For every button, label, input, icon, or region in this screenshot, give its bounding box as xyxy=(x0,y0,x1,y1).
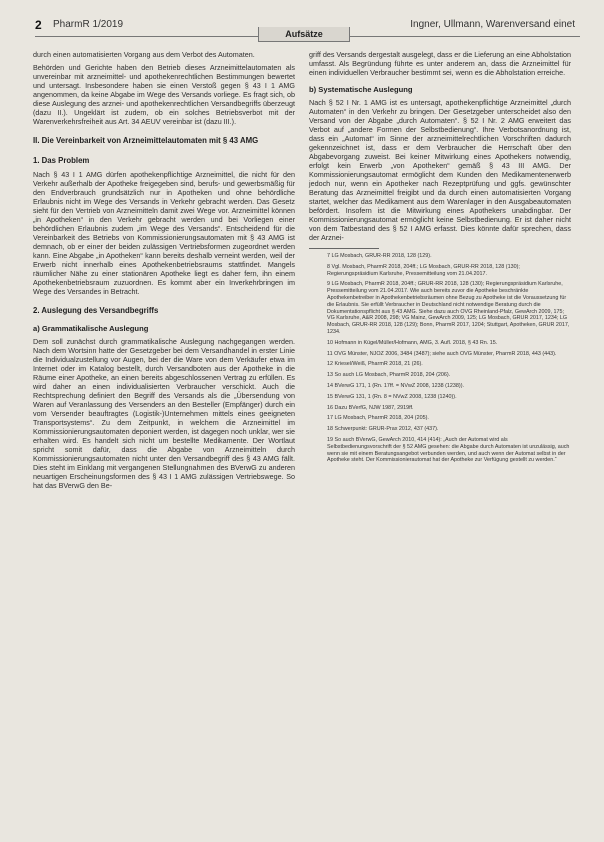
footnote: 7 LG Mosbach, GRUR-RR 2018, 128 (129). xyxy=(327,253,432,259)
footnote: 17 LG Mosbach, PharmR 2018, 204 (205). xyxy=(327,415,429,422)
section-heading: II. Die Vereinbarkeit von Arzneimittelautomaten mit § 43 AMG xyxy=(33,136,259,145)
paragraph: Behörden und Gerichte haben den Betrieb dieses Arzneimittelautomaten als unvereinbar mit arzneimittel- und apothekenrechtlichen Bestimmungen bewertet und untersagt. Insbesondere haben sie einen Verstoß gegen § 43 I 1 AMG angenommen, da keine Abgabe im Wege des Versands vorliege. Es fragt sich, ob diese Auslegung des arznei- und apothekenrechtlichen Versandbegriffs überzeugt (dazu II.). Ungeklärt ist zudem, ob ein solches Betriebsverbot mit der Warenverkehrsfreiheit aus Art. 34 AEUV vereinbar ist (dazu III.). xyxy=(33,63,295,126)
subsection-heading: 1. Das Problem xyxy=(33,156,90,165)
sub-subsection-heading: a) Grammatikalische Auslegung xyxy=(33,324,149,333)
footnote: 14 BVerwG 171, 1 (Rn. 17ff. = NVwZ 2008, 1238 (1238)). xyxy=(327,382,464,389)
footnote-rule xyxy=(309,248,379,249)
footnote: 16 Dazu BVerfG, NJW 1987, 2919ff. xyxy=(327,404,414,411)
running-authors: Ingner, Ullmann, Warenversand einet xyxy=(410,19,575,30)
footnote: 15 BVerwG 131, 1 (Rn. 8 = NVwZ 2008, 1238 (1240)). xyxy=(327,393,457,400)
paragraph: Dem soll zunächst durch grammatikalische Auslegung nachgegangen werden. Nach dem Wortsinn hatte der Gesetzgeber bei dem Versandhandel in erster Linie die Individualzustellung vor Augen, bei der die Ware von dem Verkäufer etwa im Internet oder im Katalog bestellt, durch Versandboten aus der Apotheke in die Räume einer Apotheke, an einen bereits abgeschlossenen Vertrag zu erfüllen. Es wird daher an einen individualisierten Verbraucher verschickt. Auch die Rechtsprechung definiert den Begriff des Versands als die „Übersendung von Waren auf Veranlassung des Versenders an den Besteller (Empfänger) durch ein vom Versender beauftragtes (Logistik-)Unternehmen mittels eines geeigneten Transportsystems“. Zu dem Zeitpunkt, in welchem die Arzneimittel im Kommissionierungsautomaten deponiert werden, ist dagegen noch unklar, wer sie erhalten wird. Es handelt sich nicht um bestellte Medikamente. Der Wortlaut spricht somit dafür, dass die Abgabe von Arzneimitteln durch Kommissionierungsautomaten nicht unter den Versandbegriff des § 43 AMG fällt. Dies steht im Einklang mit vergangenen Stellungnahmen des BVerwG zu anderen neuartigen Erscheinungsformen des § 43 I 1 AMG zulässigen Vertriebswege. So hat das BVerwG den Be- xyxy=(33,337,295,490)
footnote: 13 So auch LG Mosbach, PharmR 2018, 204 (206). xyxy=(327,372,451,379)
footnote: 19 So auch BVerwG, GewArch 2010, 414 (414): „Auch der Automat wird als Selbstbedienungsvorschrift der § 52 AMG gesehen: die Abgabe durch Automaten ist unzulässig, auch wenn sie mit einem Beratungsangebot verbunden werden, und auch wenn der Automat selbst in der Apotheke steht. Der Kommissionierautomat hat der Apotheke zur Verfügung gestellt zu werden.“ xyxy=(327,436,570,464)
sub-subsection-heading: b) Systematische Auslegung xyxy=(309,85,413,94)
footnotes xyxy=(309,253,571,464)
footnote: 8 Vgl. Mosbach, PharmR 2018, 204ff.; LG Mosbach, GRUR-RR 2018, 128 (130); Regierungspräsidium Karlsruhe, Pressemitteilung vom 21.04.2017. xyxy=(327,263,520,277)
left-column xyxy=(33,50,295,494)
footnote: 12 Kriesel/Weiß, PharmR 2018, 21 (26). xyxy=(327,361,423,368)
footnote: 10 Hofmann in Kügel/Müller/Hofmann, AMG, 3. Aufl. 2018, § 43 Rn. 15. xyxy=(327,339,498,346)
paragraph: griff des Versands dergestalt ausgelegt, dass er die Lieferung an eine Abholstation umfasst. Als Begründung führte es unter anderem an, dass die Arzneimittel für einen individuellen Verbraucher bestimmt sei, wenn es die Abholstation erreiche. xyxy=(309,50,571,77)
subsection-heading: 2. Auslegung des Versandbegriffs xyxy=(33,306,159,315)
page-number: 2 xyxy=(35,18,42,32)
paragraph: Nach § 43 I 1 AMG dürfen apothekenpflichtige Arzneimittel, die nicht für den Verkehr außerhalb der Apotheke freigegeben sind, berufs- und gewerbsmäßig für den Endverbrauch grundsätzlich nur in Apotheken und ohne behördliche Erlaubnis nicht im Wege des Versands in Verkehr gebracht werden. Das Gesetz sieht für den Vertrieb von Arzneimitteln damit zwei Wege vor. Arzneimittel können „in Apotheken“ in den Verkehr gebracht werden und bei Vorliegen einer behördlichen Erlaubnis zudem „im Wege des Versands“. Entscheidend für die Vereinbarkeit des Betriebs von Kommissionierungsautomaten mit § 43 AMG ist demnach, ob er einer der beiden zulässigen Vertriebsformen zugeordnet werden kann. Eine Abgabe „in Apotheken“ kann bereits deshalb verneint werden, weil der Erwerb nicht innerhalb eines Apothekenbetriebsraums stattfindet. Mangels räumlicher Nähe zu einer stationären Apotheke liegt es daher fern, ihn einem Apothekenbetriebsraum zuzuordnen. Es kommt aber ein Inverkehrbringen im Wege des Versandes in Betracht. xyxy=(33,170,295,296)
footnote: 11 OVG Münster, NJOZ 2006, 3484 (3487); siehe auch OVG Münster, PharmR 2018, 443 (443). xyxy=(327,350,557,357)
section-tab: Aufsätze xyxy=(258,27,350,42)
footnote: 9 LG Mosbach, PharmR 2018, 204ff.; GRUR-RR 2018, 128 (130); Regierungspräsidium Karlsruhe, Pressemitteilung vom 21.04.2017. Wie auch bereits zuvor die Apotheke beschränkte Apothekenbetreiber in Apothekenbetriebsräumen ohne Bezug zu Apotheke ist die Voraussetzung für die Erlaubnis. Sie erfüllt Verbraucher in Deutschland nicht notwendige Beratung durch die Dokumentationspflicht aus § 43 AMG. Siehe dazu auch OVG Rheinland-Pfalz, GewArch 2009, 175; VG Karlsruhe, A&R 2008, 298; VG Mainz, GewArch 2009, 125; LG Mosbach, GRUR 2017, 1234; LG Mosbach, GRUR-RR 2018, 128 (129); Bonn, PharmR 2017, 1204; Stuttgart, Apotheken, GRUR 2017, 1234. xyxy=(327,281,570,335)
paragraph: durch einen automatisierten Vorgang aus dem Verbot des Automaten. xyxy=(33,50,255,59)
journal-citation: PharmR 1/2019 xyxy=(53,19,124,30)
right-column xyxy=(309,50,571,468)
paragraph: Nach § 52 I Nr. 1 AMG ist es untersagt, apothekenpflichtige Arzneimittel „durch Automaten“ in den Verkehr zu bringen. Der Gesetzgeber unterscheidet also den Versand von der Abgabe „durch Automaten“. § 52 I Nr. 2 AMG erweitert das Verbot auf „andere Formen der Selbstbedienung“. Ihre Verbotsanordnung ist, dass ein „Automat“ im Sinne der arzneimittelrechtlichen Vorschriften dadurch gekennzeichnet ist, dass er dem Verbraucher die Herrschaft über den Abgabevorgang zuweist. Bei keiner Mitwirkung eines Apothekers notwendig, erfolgt kein Erwerb „von Apotheken“ gemäß § 43 III AMG. Der Kommissionierungsautomat ermöglicht dem Kunden den Medikamentenerwerb jedoch nur, wenn ein Apotheker nach Rezeptprüfung und ggfs. gewünschter Beratung das Arzneimittel freigibt und da durch einen automatisierten Vorgang startet, welcher das Medikament aus dem Warenlager in den Ausgabeautomaten befördert. Insofern ist die Mitwirkung eines Apothekers unabdingbar. Der Kommissionierungsautomat ermöglicht keine Selbstbedienung. Er ist daher nicht von dem Tatbestand des § 52 I AMG erfasst. Dies könnte dafür sprechen, dass der Arznei- xyxy=(309,98,571,242)
footnote: 18 Schwerpunkt: GRUR-Prax 2012, 437 (437). xyxy=(327,426,439,433)
